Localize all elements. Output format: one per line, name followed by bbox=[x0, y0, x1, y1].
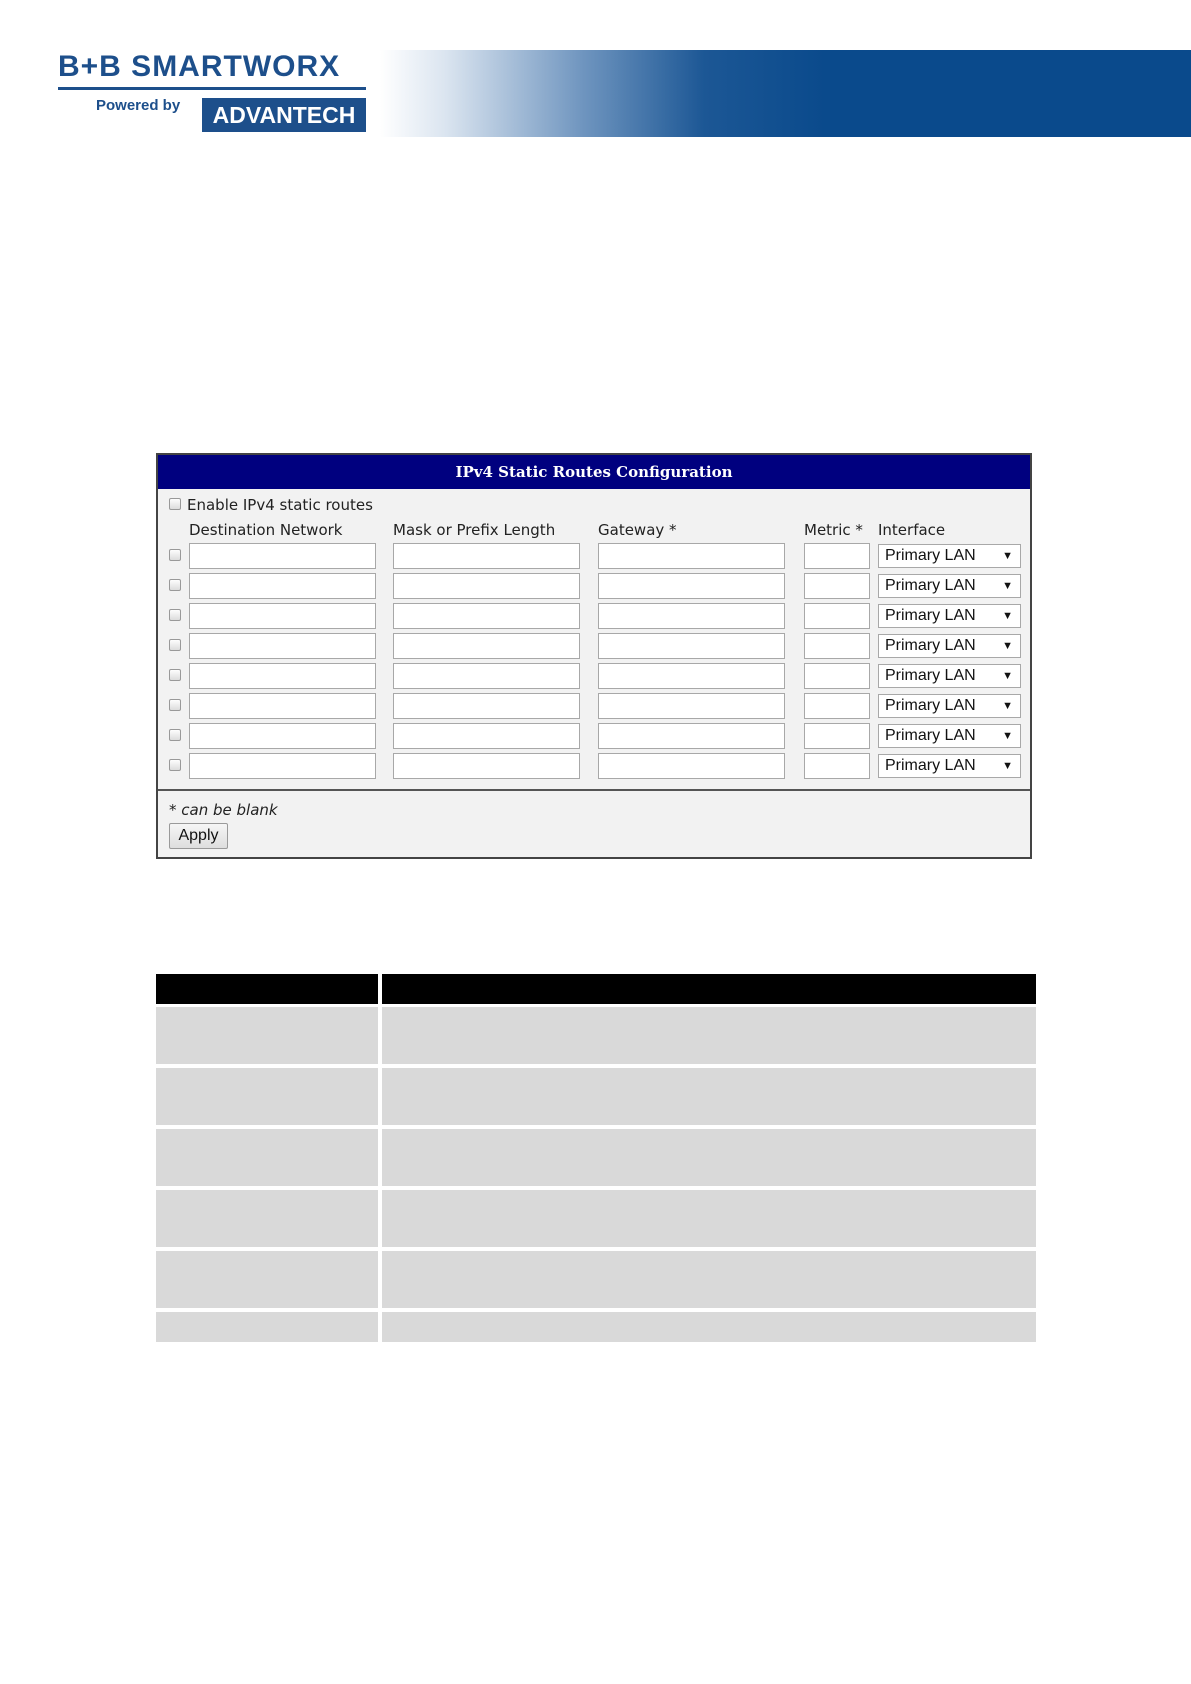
destination-network-input[interactable] bbox=[189, 663, 376, 689]
table-cell bbox=[156, 1007, 378, 1064]
route-row bbox=[158, 571, 1030, 601]
route-row bbox=[158, 601, 1030, 631]
interface-select-value: Primary LAN bbox=[885, 727, 976, 744]
gateway-input[interactable] bbox=[598, 603, 785, 629]
interface-select-value: Primary LAN bbox=[885, 607, 976, 624]
dropdown-arrow-icon: ▼ bbox=[1002, 760, 1013, 772]
destination-network-input[interactable] bbox=[189, 573, 376, 599]
page-header bbox=[0, 0, 1191, 150]
mask-prefix-input[interactable] bbox=[393, 693, 580, 719]
dropdown-arrow-icon: ▼ bbox=[1002, 670, 1013, 682]
dropdown-arrow-icon: ▼ bbox=[1002, 610, 1013, 622]
gateway-input[interactable] bbox=[598, 663, 785, 689]
destination-network-input[interactable] bbox=[189, 753, 376, 779]
interface-select[interactable] bbox=[878, 724, 1021, 748]
gateway-input[interactable] bbox=[598, 543, 785, 569]
route-row-checkbox[interactable] bbox=[169, 549, 181, 561]
interface-select[interactable] bbox=[878, 694, 1021, 718]
dropdown-arrow-icon: ▼ bbox=[1002, 580, 1013, 592]
mask-prefix-input[interactable] bbox=[393, 603, 580, 629]
table-cell bbox=[382, 1007, 1036, 1064]
interface-select[interactable] bbox=[878, 574, 1021, 598]
interface-select[interactable] bbox=[878, 754, 1021, 778]
metric-input[interactable] bbox=[804, 543, 870, 569]
table-row bbox=[156, 1190, 1036, 1247]
enable-static-routes-label: Enable IPv4 static routes bbox=[187, 496, 373, 514]
gateway-input[interactable] bbox=[598, 633, 785, 659]
route-row-checkbox[interactable] bbox=[169, 699, 181, 711]
column-header-destination: Destination Network bbox=[189, 521, 343, 539]
metric-input[interactable] bbox=[804, 663, 870, 689]
table-header-row bbox=[156, 974, 1036, 1004]
route-row bbox=[158, 751, 1030, 781]
table-header-cell bbox=[382, 974, 1036, 1004]
interface-select-value: Primary LAN bbox=[885, 577, 976, 594]
metric-input[interactable] bbox=[804, 603, 870, 629]
table-row bbox=[156, 1068, 1036, 1125]
table-cell bbox=[156, 1190, 378, 1247]
mask-prefix-input[interactable] bbox=[393, 663, 580, 689]
route-row-checkbox[interactable] bbox=[169, 759, 181, 771]
dropdown-arrow-icon: ▼ bbox=[1002, 640, 1013, 652]
mask-prefix-input[interactable] bbox=[393, 633, 580, 659]
mask-prefix-input[interactable] bbox=[393, 753, 580, 779]
interface-select-value: Primary LAN bbox=[885, 637, 976, 654]
destination-network-input[interactable] bbox=[189, 693, 376, 719]
mask-prefix-input[interactable] bbox=[393, 543, 580, 569]
ipv4-static-routes-panel bbox=[156, 453, 1032, 859]
column-header-mask: Mask or Prefix Length bbox=[393, 521, 556, 539]
interface-select[interactable] bbox=[878, 604, 1021, 628]
route-row-checkbox[interactable] bbox=[169, 609, 181, 621]
enable-static-routes-row[interactable] bbox=[169, 496, 373, 514]
interface-select-value: Primary LAN bbox=[885, 757, 976, 774]
interface-select[interactable] bbox=[878, 634, 1021, 658]
table-cell bbox=[156, 1068, 378, 1125]
route-row bbox=[158, 541, 1030, 571]
table-cell bbox=[382, 1312, 1036, 1342]
blank-note: * can be blank bbox=[169, 801, 278, 819]
enable-static-routes-checkbox[interactable] bbox=[169, 498, 181, 510]
route-row-checkbox[interactable] bbox=[169, 729, 181, 741]
route-row bbox=[158, 691, 1030, 721]
table-cell bbox=[382, 1129, 1036, 1186]
gateway-input[interactable] bbox=[598, 693, 785, 719]
column-header-gateway: Gateway * bbox=[598, 521, 677, 539]
destination-network-input[interactable] bbox=[189, 723, 376, 749]
table-cell bbox=[382, 1190, 1036, 1247]
interface-select-value: Primary LAN bbox=[885, 697, 976, 714]
column-header-metric: Metric * bbox=[804, 521, 863, 539]
metric-input[interactable] bbox=[804, 753, 870, 779]
gateway-input[interactable] bbox=[598, 723, 785, 749]
route-row-checkbox[interactable] bbox=[169, 669, 181, 681]
metric-input[interactable] bbox=[804, 693, 870, 719]
table-row bbox=[156, 1312, 1036, 1342]
company-logo bbox=[58, 50, 368, 140]
brand-wordmark: B+B SMARTWORX bbox=[58, 50, 341, 83]
destination-network-input[interactable] bbox=[189, 603, 376, 629]
table-row bbox=[156, 1251, 1036, 1308]
table-cell bbox=[156, 1129, 378, 1186]
mask-prefix-input[interactable] bbox=[393, 573, 580, 599]
mask-prefix-input[interactable] bbox=[393, 723, 580, 749]
table-cell bbox=[156, 1312, 378, 1342]
table-row bbox=[156, 1129, 1036, 1186]
column-header-interface: Interface bbox=[878, 521, 946, 539]
interface-select[interactable] bbox=[878, 544, 1021, 568]
table-row bbox=[156, 1007, 1036, 1064]
destination-network-input[interactable] bbox=[189, 543, 376, 569]
route-row bbox=[158, 721, 1030, 751]
panel-divider bbox=[158, 789, 1030, 791]
gateway-input[interactable] bbox=[598, 753, 785, 779]
dropdown-arrow-icon: ▼ bbox=[1002, 700, 1013, 712]
metric-input[interactable] bbox=[804, 723, 870, 749]
metric-input[interactable] bbox=[804, 573, 870, 599]
table-cell bbox=[382, 1068, 1036, 1125]
metric-input[interactable] bbox=[804, 633, 870, 659]
gateway-input[interactable] bbox=[598, 573, 785, 599]
logo-rule bbox=[58, 87, 366, 90]
route-row bbox=[158, 631, 1030, 661]
route-row-checkbox[interactable] bbox=[169, 579, 181, 591]
header-banner bbox=[380, 50, 1191, 137]
partner-logo: ADVANTECH bbox=[202, 98, 366, 132]
interface-select-value: Primary LAN bbox=[885, 667, 976, 684]
interface-select[interactable] bbox=[878, 664, 1021, 688]
table-header-cell bbox=[156, 974, 378, 1004]
panel-title: IPv4 Static Routes Configuration bbox=[158, 455, 1030, 489]
destination-network-input[interactable] bbox=[189, 633, 376, 659]
table-cell bbox=[156, 1251, 378, 1308]
dropdown-arrow-icon: ▼ bbox=[1002, 550, 1013, 562]
powered-by-text: Powered by bbox=[96, 97, 181, 114]
interface-select-value: Primary LAN bbox=[885, 547, 976, 564]
dropdown-arrow-icon: ▼ bbox=[1002, 730, 1013, 742]
table-cell bbox=[382, 1251, 1036, 1308]
route-row bbox=[158, 661, 1030, 691]
apply-button[interactable]: Apply bbox=[169, 823, 228, 849]
route-row-checkbox[interactable] bbox=[169, 639, 181, 651]
